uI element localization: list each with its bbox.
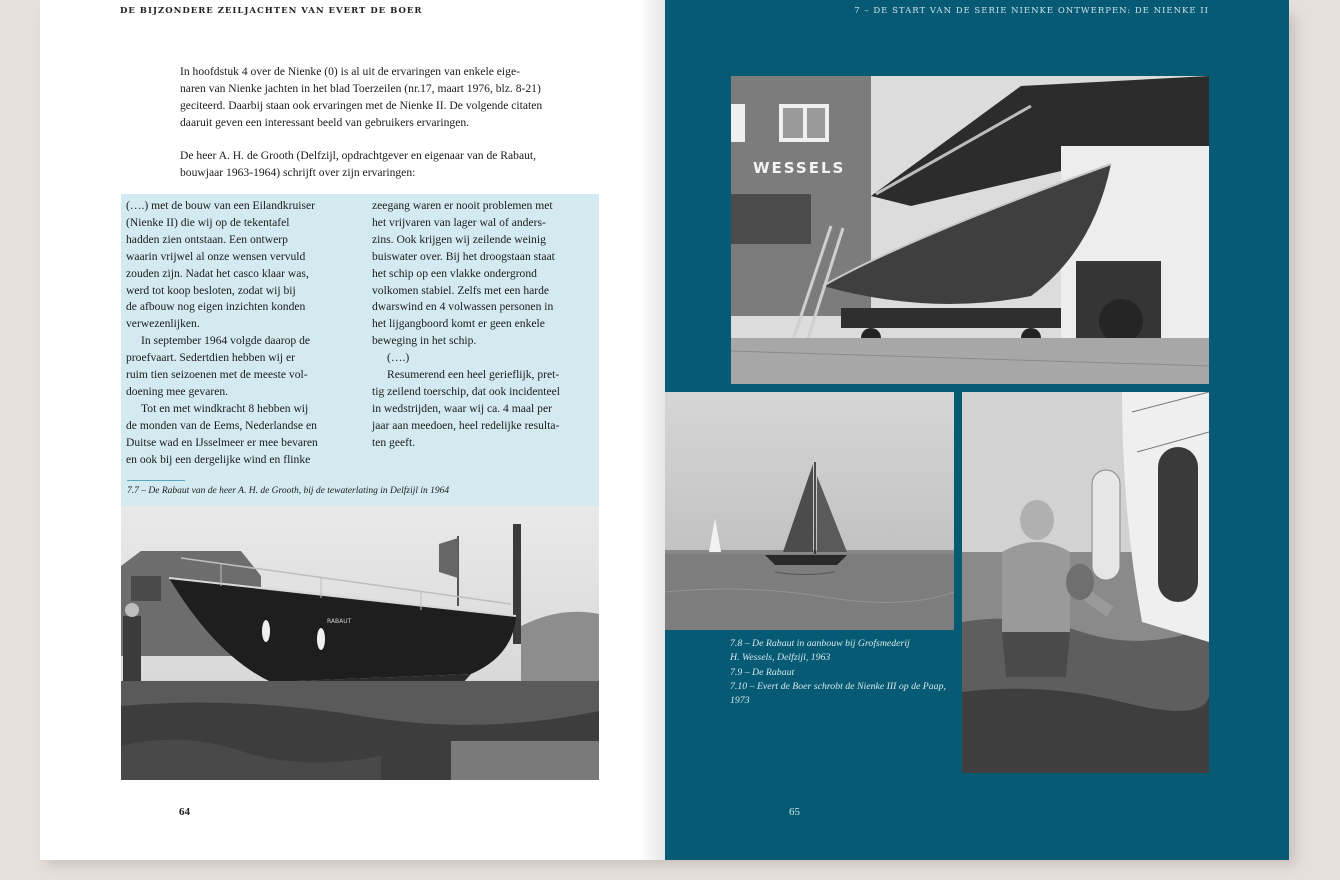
intro-paragraph-2 xyxy=(180,147,600,181)
photo-captions-right xyxy=(730,637,960,708)
quote-paragraph xyxy=(126,401,348,469)
quote-line: doening mee gevaren. xyxy=(126,384,229,398)
quote-line: proefvaart. Sedertdien hebben wij er xyxy=(126,351,296,365)
quote-line: het lijgangboord komt er geen enkele xyxy=(372,317,545,331)
quote-line: ruim tien seizoenen met de meeste vol- xyxy=(126,368,308,382)
hull-name-text: RABAUT xyxy=(327,618,352,625)
quote-line: tig zeilend toerschip, dat ook incidenteel xyxy=(372,384,561,398)
quote-line: (Nienke II) die wij op de tekentafel xyxy=(126,215,290,229)
quote-paragraph xyxy=(372,367,594,452)
photo-caption-7-7: 7.7 – De Rabaut van de heer A. H. de Grooth, bij de tewaterlating in Delfzijl in 1964 xyxy=(127,486,450,496)
intro-line: naren van Nienke jachten in het blad Toerzeilen (nr.17, maart 1976, blz. 8-21) xyxy=(180,82,541,95)
quote-line: en ook bij een dergelijke wind en flinke xyxy=(126,452,311,466)
quote-line: zeegang waren er nooit problemen met xyxy=(372,199,553,212)
quote-paragraph xyxy=(372,198,594,350)
quote-line: de monden van de Eems, Nederlandse en xyxy=(126,418,317,432)
quote-column-1 xyxy=(126,198,348,469)
quote-line: het schip op een vlakke ondergrond xyxy=(372,266,537,280)
quote-line: In september 1964 volgde daarop de xyxy=(141,334,311,348)
quote-line: Resumerend een heel gerieflijk, pret- xyxy=(387,368,560,382)
quote-line: ten geeft. xyxy=(372,435,416,449)
quote-line: de afbouw nog eigen inzichten konden xyxy=(126,300,306,314)
quote-paragraph xyxy=(372,350,594,367)
intro-line: In hoofdstuk 4 over de Nienke (0) is al uit de ervaringen van enkele eige- xyxy=(180,65,520,78)
quote-line: (….) xyxy=(387,351,410,365)
photo-rabaut-launch xyxy=(121,506,599,780)
page-number-left: 64 xyxy=(179,806,190,818)
right-page xyxy=(665,0,1289,860)
quote-line: in wedstrijden, waar wij ca. 4 maal per xyxy=(372,401,552,415)
caption-line: 1973 xyxy=(730,695,750,707)
quote-line: Tot en met windkracht 8 hebben wij xyxy=(141,401,309,415)
quote-line: (….) met de bouw van een Eilandkruiser xyxy=(126,199,315,212)
quote-paragraph xyxy=(126,198,348,333)
photo-rabaut-sailing xyxy=(665,392,954,630)
left-page xyxy=(40,0,665,860)
caption-line: H. Wessels, Delfzijl, 1963 xyxy=(730,652,831,664)
quote-line: het vrijvaren van lager wal of anders- xyxy=(372,215,546,229)
building-sign-text: WESSELS xyxy=(753,159,846,177)
quote-line: verwezenlijken. xyxy=(126,317,200,331)
caption-line: 7.8 – De Rabaut in aanbouw bij Grofsmederij xyxy=(730,638,910,649)
quote-paragraph xyxy=(126,333,348,401)
running-head-right: 7 – DE START VAN DE SERIE NIENKE ONTWERPEN: DE NIENKE II xyxy=(854,6,1209,16)
quote-column-2 xyxy=(372,198,594,452)
quote-line: zins. Ook krijgen wij zeilende weinig xyxy=(372,232,546,246)
quote-line: Duitse wad en IJsselmeer er mee bevaren xyxy=(126,435,318,449)
quote-line: waarin vrijwel al onze wensen vervuld xyxy=(126,249,306,263)
intro-line: daaruit geven een interessant beeld van gebruikers ervaringen. xyxy=(180,116,470,129)
running-head-left: DE BIJZONDERE ZEILJACHTEN VAN EVERT DE BOER xyxy=(120,6,423,16)
quote-line: dwarswind en 4 volwassen personen in xyxy=(372,300,554,314)
quote-box xyxy=(121,194,599,506)
caption-rule xyxy=(127,480,185,481)
quote-line: buiswater over. Bij het droogstaan staat xyxy=(372,249,555,263)
intro-paragraph xyxy=(180,63,580,131)
intro-line: bouwjaar 1963-1964) schrijft over zijn ervaringen: xyxy=(180,166,416,179)
quote-line: beweging in het schip. xyxy=(372,334,477,348)
caption-line: 7.10 – Evert de Boer schrobt de Nienke III op de Paap, xyxy=(730,680,946,692)
quote-line: zouden zijn. Nadat het casco klaar was, xyxy=(126,266,309,280)
photo-rabaut-construction xyxy=(731,76,1209,384)
intro-line: geciteerd. Daarbij staan ook ervaringen met de Nienke II. De volgende citaten xyxy=(180,99,543,112)
book-gutter xyxy=(640,0,665,860)
quote-line: werd tot koop besloten, zodat wij bij xyxy=(126,283,296,297)
page-number-right: 65 xyxy=(789,806,800,818)
quote-line: volkomen stabiel. Zelfs met een harde xyxy=(372,283,550,297)
quote-line: jaar aan meedoen, heel redelijke resulta- xyxy=(372,418,560,432)
quote-line: hadden zien ontstaan. Een ontwerp xyxy=(126,232,288,246)
photo-evert-scrubbing xyxy=(962,392,1209,773)
caption-line: 7.9 – De Rabaut xyxy=(730,666,795,678)
intro-line: De heer A. H. de Grooth (Delfzijl, opdrachtgever en eigenaar van de Rabaut, xyxy=(180,149,537,162)
